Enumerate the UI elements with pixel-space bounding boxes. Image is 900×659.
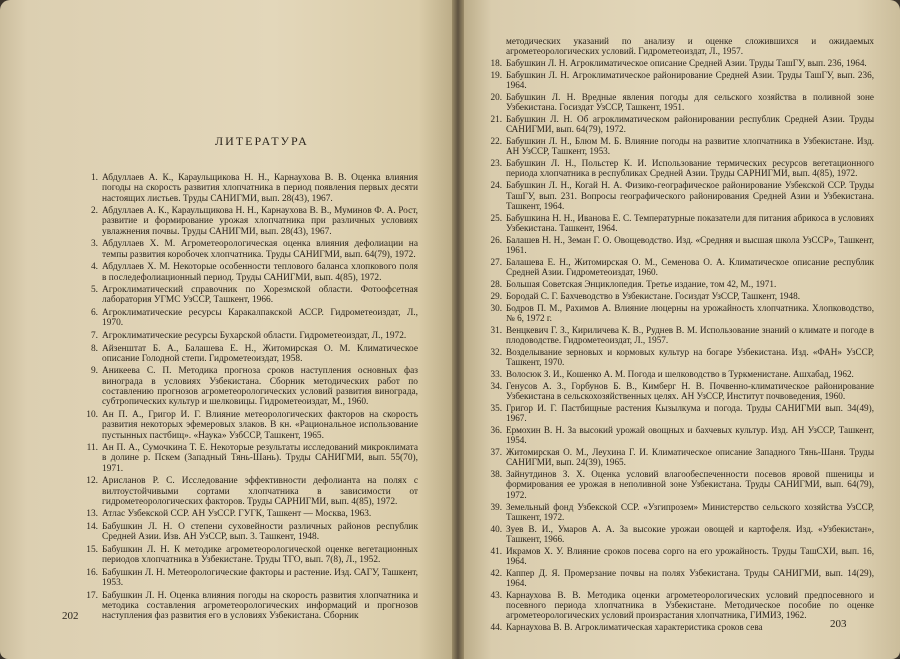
entry-number: 1.	[90, 173, 98, 183]
entry-number: 42.	[490, 567, 502, 578]
entry-text: Бабушкина Н. Н., Иванова Е. С. Температурные показатели для питания абрикоса в условиях Узбекистана. Ташкент, 1964.	[506, 212, 874, 233]
bibliography-entry	[480, 213, 874, 233]
entry-text: Балашев Н. Н., Земан Г. О. Овощеводство. Изд. «Средняя и высшая школа УзССР», Ташкент, 1961.	[506, 234, 874, 255]
bibliography-entry	[480, 257, 874, 277]
entry-text: Бородай С. Г. Бахчеводство в Узбекистане. Госиздат УзССР, Ташкент, 1948.	[506, 290, 801, 301]
entry-text: Большая Советская Энциклопедия. Третье издание, том 42, М., 1971.	[506, 278, 777, 289]
entry-text: Генусов А. З., Горбунов Б. В., Кимберг Н. В. Почвенно-климатическое районирование Узбекистана в сельскохозяйственных целях. АН УзССР, Институт почвоведения, 1960.	[506, 381, 874, 402]
bibliography-entry	[78, 308, 418, 329]
bibliography-entry	[480, 114, 874, 134]
entry-number: 16.	[86, 567, 98, 578]
bibliography-entry	[480, 235, 874, 255]
entry-text: Бабушкин Л. Н. Вредные явления погоды для сельского хозяйства в поливной зоне Узбекистана. Госиздат УзССР, Ташкент, 1951.	[506, 92, 874, 113]
entry-number: 15.	[86, 544, 98, 555]
entry-text: Абдуллаев Х. М. Некоторые особенности теплового баланса хлопкового поля в последефолиационный период. Труды САНИГМИ, вып. 4(85), 1972.	[102, 262, 418, 283]
entry-text: Бабушкин Л. Н. Оценка влияния погоды на скорость развития хлопчатника и методика составления агрометеорологических информаций и прогнозов наступления фаз развития его в условиях Узбекистана. Сборник	[102, 590, 418, 622]
entry-number: 7.	[90, 330, 98, 341]
entry-number: 17.	[86, 590, 98, 601]
bibliography-entry	[78, 206, 418, 237]
bibliography-entry	[480, 347, 874, 367]
bibliography-entry	[480, 381, 874, 401]
bibliography-entry	[78, 173, 418, 204]
entry-number: 5.	[90, 285, 98, 296]
entry-text: методических указаний по анализу и оценке сложившихся и ожидаемых агрометеорологических условий. Гидрометеоиздат, Л., 1957.	[506, 36, 874, 57]
bibliography-entry	[480, 325, 874, 345]
entry-text: Бабушкин Л. Н. К методике агрометеорологической оценке вегетационных периодов хлопчатника в Узбекистане. Труды ТГО, вып. 7(8), Л., 1952.	[102, 544, 418, 566]
entry-number: 41.	[490, 545, 502, 556]
bibliography-entry	[480, 58, 874, 68]
entry-number: 26.	[490, 234, 502, 245]
entry-text: Бабушкин Л. Н. Агроклиматическое районирование Средней Азии. Труды ТашГУ, вып. 236, 1964.	[506, 70, 874, 91]
entry-text: Бодров П. М., Рахимов А. Влияние люцерны на урожайность хлопчатника. Хлопководство, № 6, 1972 г.	[506, 302, 874, 323]
bibliography-entry	[480, 425, 874, 445]
entry-text: Ан П. А., Сумочкина Т. Е. Некоторые результаты исследований микроклимата в долине р. Пскем (Западный Тянь-Шань). Труды САНИГМИ, вып. 55(70), 1971.	[102, 443, 418, 474]
entry-number: 32.	[490, 346, 502, 357]
page-number-left: 202	[62, 610, 79, 622]
entry-number: 10.	[86, 409, 98, 420]
bibliography-entry	[480, 158, 874, 178]
entry-text: Возделывание зерновых и кормовых культур на богаре Узбекистана. Изд. «ФАН» УзССР, Ташкент, 1970.	[506, 346, 874, 368]
entry-number: 4.	[90, 262, 98, 273]
bibliography-entry	[78, 476, 418, 507]
entry-number: 6.	[90, 308, 98, 319]
bibliography-entry	[480, 92, 874, 112]
entry-number: 37.	[490, 447, 502, 458]
bibliography-entry	[78, 410, 418, 441]
entry-text: Атлас Узбекской ССР. АН УзССР. ГУГК, Ташкент — Москва, 1963.	[102, 509, 372, 520]
entry-text: Айзенштат Б. А., Балашева Е. Н., Житомирская О. М. Климатическое описание Голодной степи. Гидрометеоиздат, 1958.	[102, 343, 418, 364]
entry-text: Бабушкин Л. Н., Когай Н. А. Физико-географическое районирование Узбекской ССР. Труды ТашГУ, вып. 231. Вопросы географического районирования Средней Азии и Узбекистана. Ташкент, 1964.	[506, 180, 874, 211]
bibliography-entry	[78, 262, 418, 283]
entry-number: 29.	[490, 290, 502, 301]
bibliography-entry	[78, 285, 418, 306]
bibliography-entry	[480, 622, 874, 632]
entry-text: Волосюк З. И., Кошенко А. М. Погода и шелководство в Туркменистане. Ашхабад, 1962.	[506, 369, 854, 380]
bibliography-list-left	[78, 173, 418, 624]
entry-text: Абдуллаев А. К., Караульщикова Н. Н., Карнаухова В. В., Муминов Ф. А. Рост, развитие и формирование урожая хлопчатника при различных условиях увлажнения почвы. Труды САНИГМИ, вып. 28(43), 1967.	[102, 206, 418, 237]
bibliography-entry	[480, 403, 874, 423]
bibliography-entry	[480, 502, 874, 522]
bibliography-entry	[78, 331, 418, 341]
bibliography-entry	[78, 443, 418, 474]
entry-number: 34.	[490, 381, 502, 392]
entry-text: Бабушкин Л. Н., Польстер К. И. Использование термических ресурсов вегетационного периода хлопчатника в республиках Средней Азии. Труды САРНИГМИ, вып. 4(85), 1972.	[506, 158, 874, 179]
entry-number: 31.	[490, 324, 502, 335]
entry-number: 23.	[490, 158, 502, 169]
entry-number: 27.	[490, 256, 502, 267]
bibliography-entry	[480, 546, 874, 566]
entry-number: 2.	[90, 206, 98, 217]
entry-text: Ермохин В. Н. За высокий урожай овощных и бахчевых культур. Изд. АН УзССР, Ташкент, 1954.	[506, 425, 874, 446]
bibliography-entry	[480, 590, 874, 620]
bibliography-list-right	[480, 36, 874, 634]
entry-number: 38.	[490, 469, 502, 480]
entry-text: Аникеева С. П. Методика прогноза сроков наступления основных фаз винограда в условиях Узбекистана. Сборник методических работ по составлению прогнозов агрометеорологических условий развития винограда, субтропических культур и шелковицы. Гидрометеоиздат, М., 1960.	[102, 366, 418, 408]
entry-number: 40.	[490, 523, 502, 534]
entry-number: 18.	[490, 58, 502, 69]
bibliography-entry	[78, 344, 418, 365]
bibliography-entry	[480, 447, 874, 467]
bibliography-entry	[78, 591, 418, 622]
entry-text: Бабушкин Л. Н. О степени суховейности различных районов республик Средней Азии. Изв. АН УзССР, вып. 3. Ташкент, 1948.	[102, 522, 418, 543]
entry-text: Бабушкин Л. Н., Блюм М. Б. Влияние погоды на развитие хлопчатника в Узбекистане. Изд. АН УзССР, Ташкент, 1953.	[506, 136, 874, 157]
entry-number: 43.	[490, 589, 502, 600]
entry-number: 25.	[490, 212, 502, 223]
entry-number: 3.	[90, 239, 98, 250]
entry-text: Венцкевич Г. З., Кириличева К. В., Руднев В. М. Использование знаний о климате и погоде в плодоводстве. Гидрометеоиздат, Л., 1957.	[506, 324, 874, 345]
entry-text: Житомирская О. М., Леухина Г. И. Климатическое описание Западного Тянь-Шаня. Труды САНИГМИ, вып. 24(39), 1965.	[506, 447, 874, 468]
bibliography-entry	[78, 545, 418, 566]
book-gutter	[452, 0, 464, 659]
entry-number: 44.	[490, 622, 502, 633]
bibliography-entry	[480, 291, 874, 301]
entry-text: Икрамов Х. У. Влияние сроков посева сорго на его урожайность. Труды ТашСХИ, вып. 16, 1964.	[506, 545, 874, 566]
entry-number: 11.	[86, 443, 98, 454]
bibliography-entry	[78, 366, 418, 407]
bibliography-entry	[480, 279, 874, 289]
entry-text: Агроклиматические ресурсы Бухарской области. Гидрометеоиздат, Л., 1972.	[102, 330, 407, 341]
entry-text: Зуев В. И., Умаров А. А. За высокие урожаи овощей и картофеля. Изд. «Узбекистан», Ташкент, 1966.	[506, 523, 874, 544]
entry-text: Григор И. Г. Пастбищные растения Кызылкума и погода. Труды САНИГМИ вып. 34(49), 1967.	[506, 403, 874, 424]
entry-number: 35.	[490, 403, 502, 414]
entry-number: 22.	[490, 136, 502, 147]
entry-text: Земельный фонд Узбекской ССР. «Узгипрозем» Министерство сельского хозяйства УзССР, Ташкент, 1972.	[506, 501, 874, 522]
entry-text: Бабушкин Л. Н. Агроклиматическое описание Средней Азии. Труды ТашГУ, вып. 236, 1964.	[506, 58, 867, 69]
bibliography-entry	[480, 568, 874, 588]
entry-number: 33.	[490, 369, 502, 380]
bibliography-entry	[480, 369, 874, 379]
continued-entry	[480, 36, 874, 56]
entry-number: 39.	[490, 501, 502, 512]
entry-number: 8.	[90, 343, 98, 354]
entry-text: Ан П. А., Григор И. Г. Влияние метеорологических факторов на скорость развития некоторых эфемеровых злаков. В кн. «Рациональное использование пустынных пастбищ». «Наука» УзбССР, Ташкент, 1965.	[102, 409, 418, 441]
bibliography-entry	[480, 303, 874, 323]
entry-text: Каппер Д. Я. Промерзание почвы на полях Узбекистана. Труды САНИГМИ, вып. 14(29), 1964.	[506, 567, 874, 588]
entry-number: 9.	[90, 366, 98, 377]
entry-text: Арисланов Р. С. Исследование эффективности дефолианта на полях с вилтоустойчивыми сортами хлопчатника в зависимости от гидрометеорологических факторов. Труды САРНИГМИ, вып. 4(85), 1972.	[102, 476, 418, 507]
entry-number: 28.	[490, 278, 502, 289]
entry-number: 19.	[490, 70, 502, 81]
entry-text: Бабушкин Л. Н. Об агроклиматическом районировании республик Средней Азии. Труды САНИГМИ, вып. 64(79), 1972.	[506, 114, 874, 135]
bibliography-entry	[480, 136, 874, 156]
bibliography-entry	[78, 568, 418, 589]
entry-text: Карнаухова В. В. Методика оценки агрометеорологических условий предпосевного и посевного периода хлопчатника в Узбекистане. Методическое пособие по оценке агрометеорологических условий произрастания хлопчатника, ГИМИЗ, 1962.	[506, 589, 874, 621]
entry-text: Абдуллаев Х. М. Агрометеорологическая оценка влияния дефолиации на темпы развития коробочек хлопчатника. Труды САНИГМИ, вып. 64(79), 1972.	[102, 239, 418, 260]
bibliography-entry	[78, 509, 418, 519]
entry-number: 21.	[490, 114, 502, 125]
page-title: ЛИТЕРАТУРА	[215, 134, 309, 148]
page-number-right: 203	[830, 618, 847, 630]
bibliography-entry	[480, 70, 874, 90]
bibliography-entry	[480, 469, 874, 499]
entry-number: 12.	[86, 476, 98, 487]
bibliography-entry	[78, 522, 418, 543]
bibliography-entry	[78, 239, 418, 260]
entry-text: Бабушкин Л. Н. Метеорологические факторы и растение. Изд. САГУ, Ташкент, 1953.	[102, 567, 418, 589]
bibliography-entry	[480, 524, 874, 544]
entry-text: Зайнутдинов З. Х. Оценка условий влагообеспеченности посевов яровой пшеницы и формирования ее урожая в неполивной зоне Узбекистана. Труды САНИГМИ, вып. 64(79), 1972.	[506, 469, 874, 500]
entry-text: Агроклиматические ресурсы Каракалпакской АССР. Гидрометеоиздат, Л., 1970.	[102, 308, 418, 329]
entry-number: 13.	[86, 509, 98, 520]
entry-number: 14.	[86, 522, 98, 533]
entry-text: Абдуллаев А. К., Караульщикова Н. Н., Карнаухова В. В. Оценка влияния погоды на скорость развития хлопчатника в период появления первых десяти настоящих листьев. Труды САНИГМИ, вып. 28(43), 1967.	[102, 173, 418, 204]
entry-text: Балашева Е. Н., Житомирская О. М., Семенова О. А. Климатическое описание республик Средней Азии. Гидрометеоиздат, 1960.	[506, 256, 874, 277]
bibliography-entry	[480, 180, 874, 210]
entry-number: 30.	[490, 302, 502, 313]
entry-number: 20.	[490, 92, 502, 103]
entry-number: 24.	[490, 180, 502, 191]
entry-text: Агроклиматический справочник по Хорезмской области. Фотоофсетная лаборатория УГМС УзССР, Ташкент, 1966.	[102, 285, 418, 306]
entry-number: 36.	[490, 425, 502, 436]
entry-text: Карнаухова В. В. Агроклиматическая характеристика сроков сева	[506, 622, 763, 633]
